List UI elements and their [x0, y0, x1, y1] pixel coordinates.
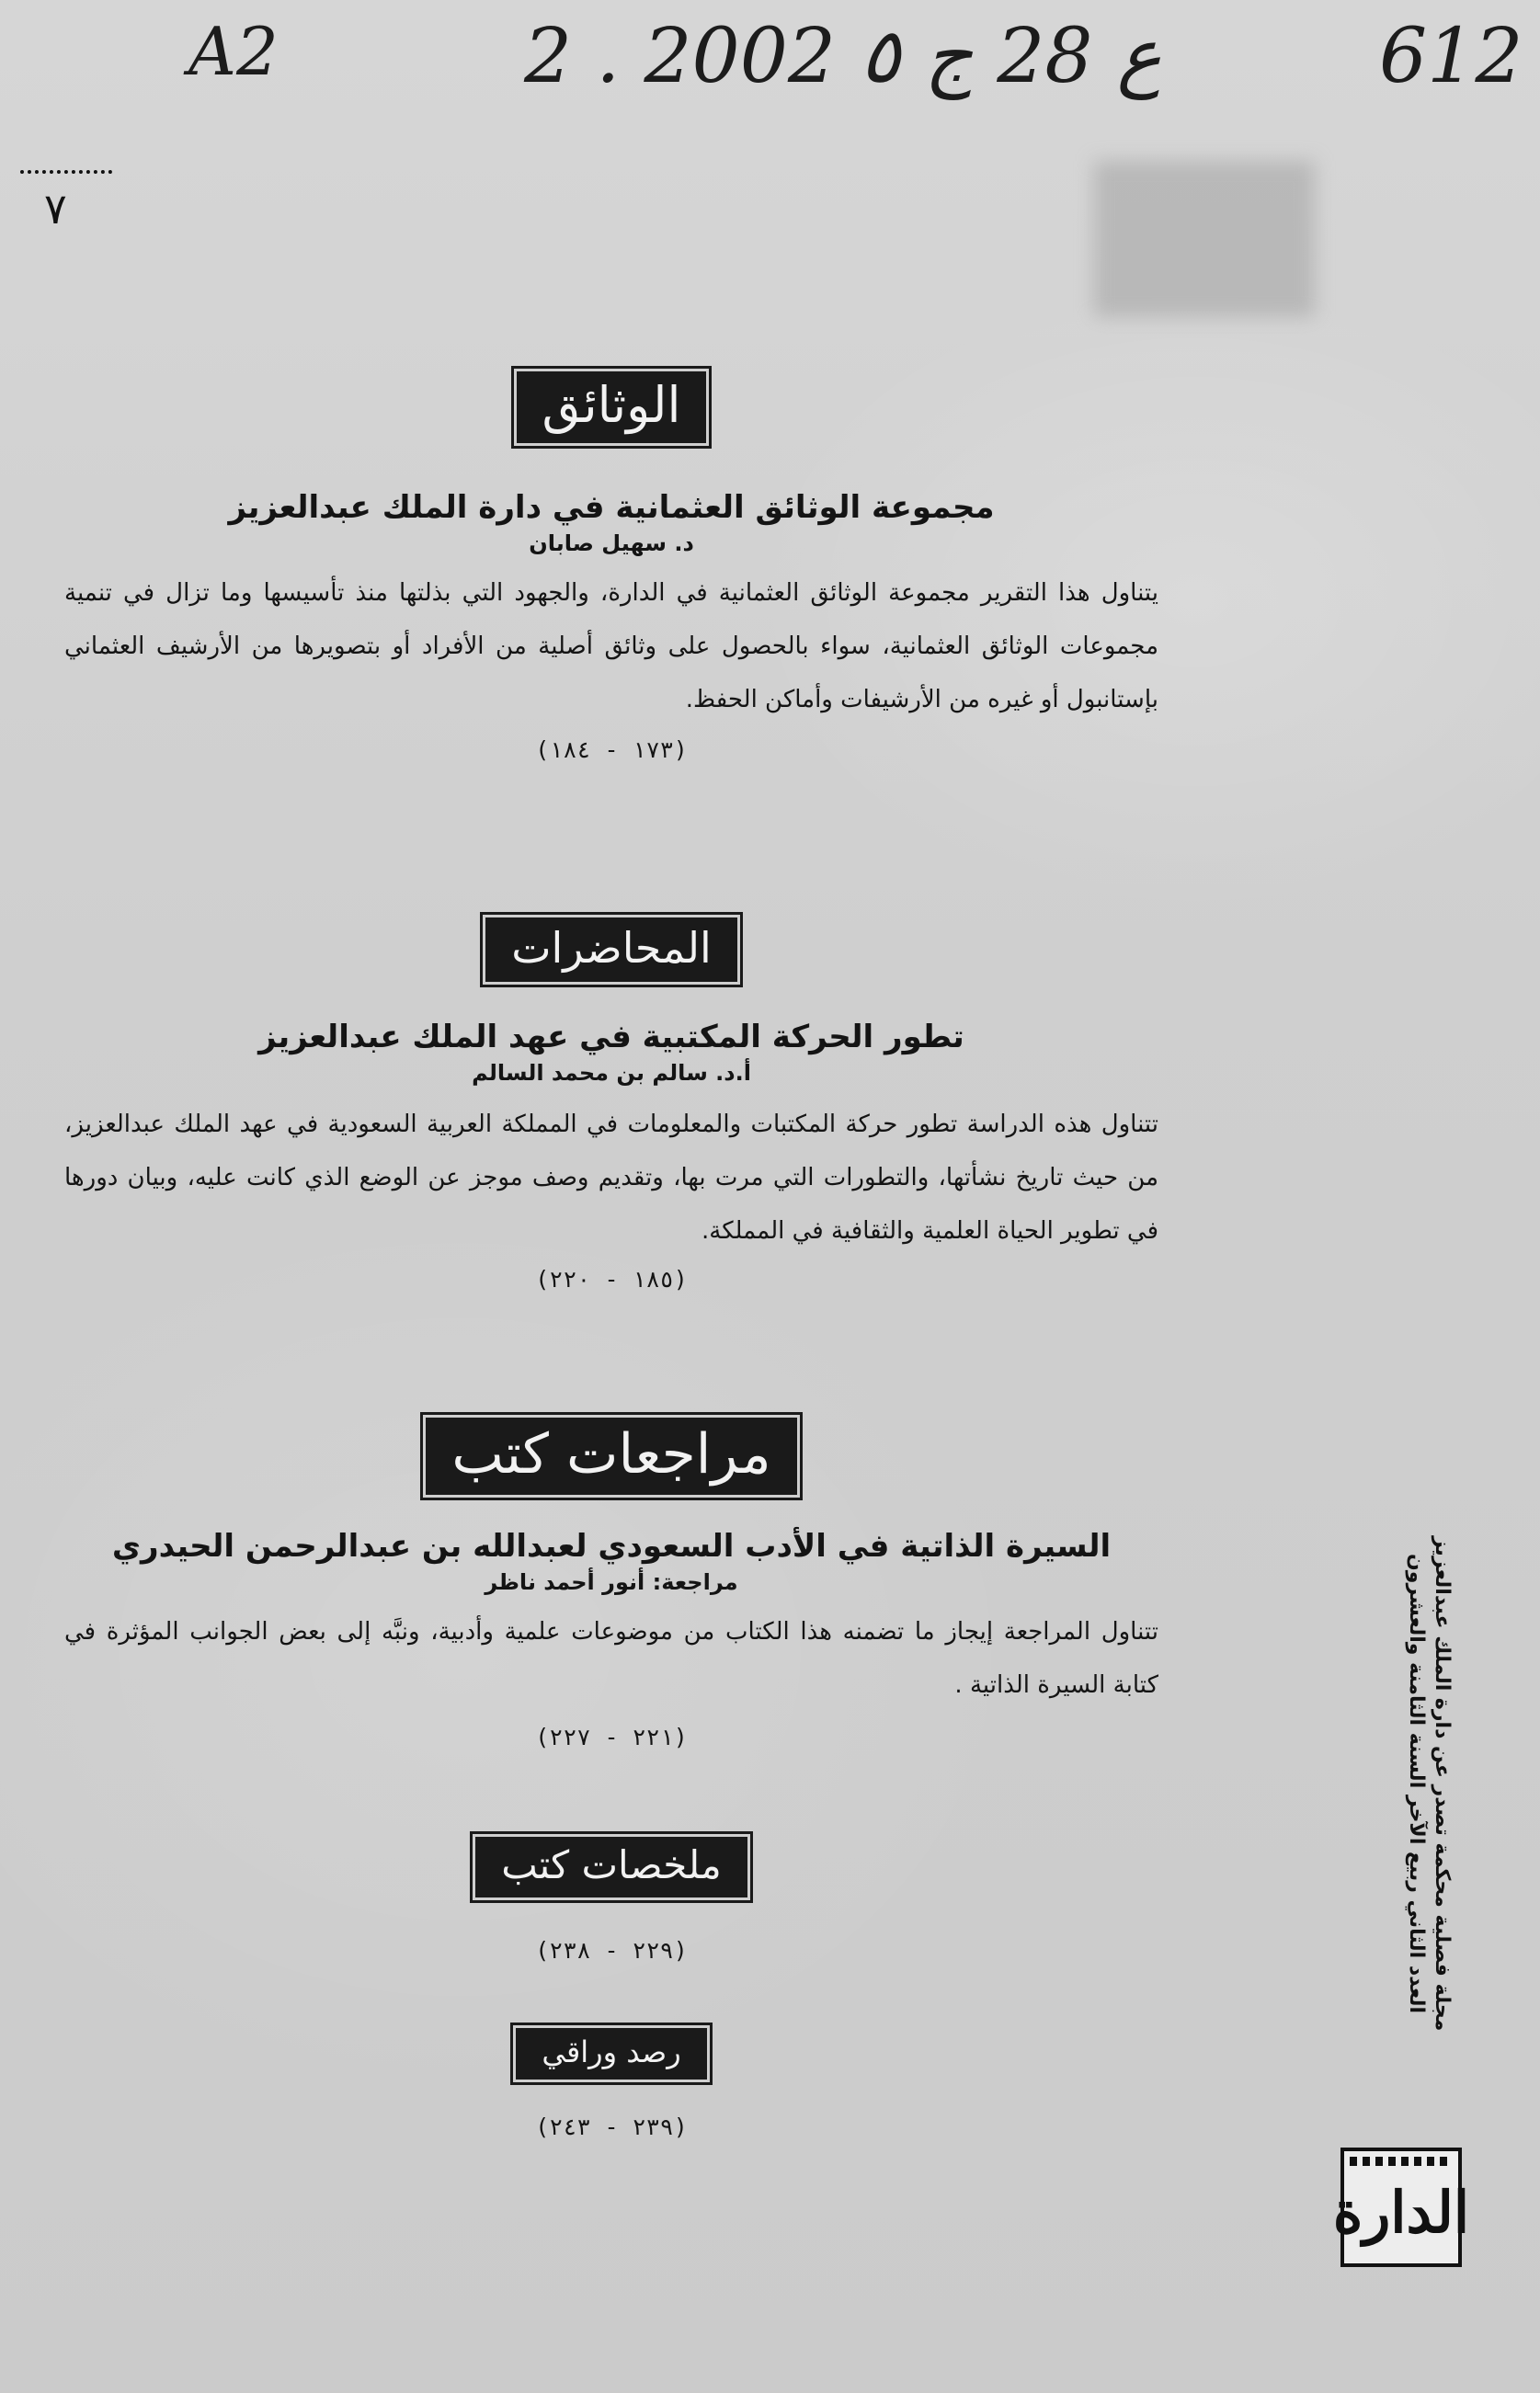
page-number: ٧ — [44, 184, 67, 234]
page-number-rule — [20, 170, 112, 179]
scan-smudge — [1094, 161, 1315, 317]
section-documents — [64, 371, 1158, 769]
article-pages: (٢٢٩ - ٢٣٨) — [535, 1937, 688, 1964]
article-pages: (٢٣٩ - ٢٤٣) — [535, 2114, 688, 2140]
article-pages: (٢٢١ - ٢٢٧) — [535, 1724, 688, 1750]
section-book-reviews — [64, 1418, 1158, 1756]
section-lectures — [64, 917, 1158, 1298]
section-header: الوثائق — [517, 371, 707, 443]
journal-sidebar — [1399, 1462, 1454, 2105]
section-header: المحاضرات — [485, 917, 737, 982]
handwritten-number: 612 — [1379, 13, 1523, 100]
article-pages: (١٧٣ - ١٨٤) — [535, 736, 688, 763]
article-author: د. سهيل صابان — [529, 530, 694, 556]
article-summary: تتناول هذه الدراسة تطور حركة المكتبات والمعلومات في المملكة العربية السعودية في عهد الملك عبدالعزيز، من حيث تاريخ نشأتها، والتطورات التي مرت بها، وتقديم وصف موجز عن الوضع الذي كانت عليه، وبيان دورها في تطوير الحياة العلمية والثقافية في المملكة. — [64, 1111, 1158, 1245]
article-title: تطور الحركة المكتبية في عهد الملك عبدالعزيز — [258, 1019, 964, 1055]
section-book-summaries — [64, 1837, 1158, 1969]
article-summary: يتناول هذا التقرير مجموعة الوثائق العثمانية في الدارة، والجهود التي بذلتها منذ تأسيسها وما تزال في تنمية مجموعات الوثائق العثمانية، سواء بالحصول على وثائق أصلية من الأفراد أو بتصويرها من الأرشيف العثماني بإستانبول أو غيره من الأرشيفات وأماكن الحفظ. — [64, 579, 1158, 713]
article-author: أ.د. سالم بن محمد السالم — [472, 1060, 751, 1086]
darah-logo — [1332, 2148, 1470, 2267]
section-header: ملخصات كتب — [475, 1837, 747, 1897]
article-pages: (١٨٥ - ٢٢٠) — [535, 1266, 688, 1293]
logo-text: الدارة — [1332, 2178, 1470, 2246]
article-author: مراجعة: أنور أحمد ناظر — [485, 1569, 738, 1595]
section-header: رصد وراقي — [516, 2028, 706, 2080]
article-title: مجموعة الوثائق العثمانية في دارة الملك عبدالعزيز — [228, 489, 995, 526]
section-header: مراجعات كتب — [426, 1418, 796, 1495]
logo-decoration — [1350, 2157, 1453, 2166]
handwritten-date: 2 . ع 28 ج ٥ 2002 — [524, 13, 1162, 100]
article-summary: تتناول المراجعة إيجاز ما تضمنه هذا الكتاب من موضوعات علمية وأدبية، ونبَّه إلى بعض الجوانب المؤثرة في كتابة السيرة الذاتية . — [64, 1618, 1158, 1699]
section-bibliographic-monitor — [64, 2028, 1158, 2146]
article-title: السيرة الذاتية في الأدب السعودي لعبدالله بن عبدالرحمن الحيدري — [111, 1528, 1112, 1565]
journal-sidebar-line-1: مجلة فصلية محكمة تصدر عن دارة الملك عبدالعزيز — [1431, 1535, 1454, 2032]
handwritten-ref: A2 — [188, 13, 279, 90]
journal-sidebar-line-2: العدد الثاني ربيع الآخر السنة الثامنة والعشرون — [1405, 1553, 1428, 2014]
